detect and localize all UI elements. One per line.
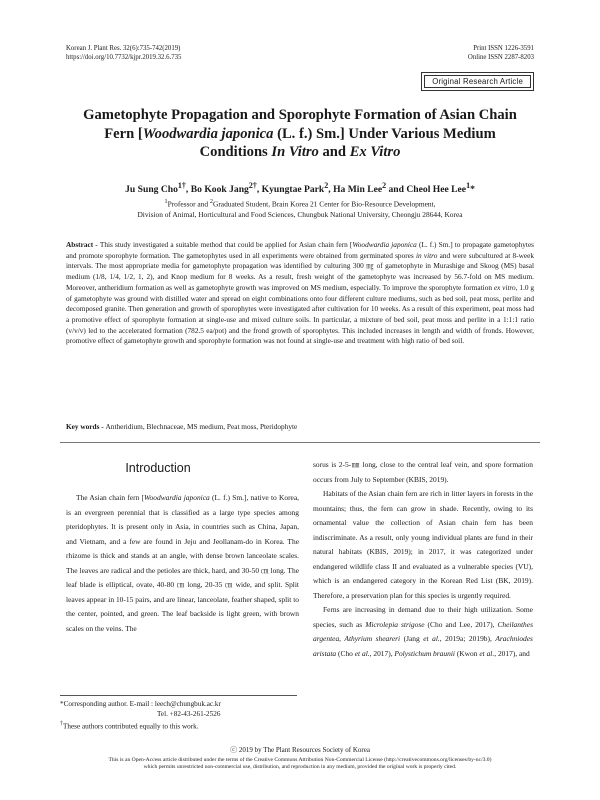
intro-column-right bbox=[313, 458, 533, 661]
keywords bbox=[66, 422, 534, 431]
doi-link[interactable]: https://doi.org/10.7732/kjpr.2019.32.6.735 bbox=[66, 54, 182, 61]
affiliation bbox=[60, 197, 540, 220]
title-line-3: Conditions In Vitro and Ex Vitro bbox=[199, 144, 401, 160]
journal-line: Korean J. Plant Res. 32(6):735-742(2019) bbox=[66, 45, 181, 52]
intro-column-left bbox=[66, 491, 299, 636]
article-type-label: Original Research Article bbox=[424, 75, 531, 88]
title-line-2: Fern [Woodwardia japonica (L. f.) Sm.] Under Various Medium bbox=[104, 125, 496, 142]
online-issn: Online ISSN 2287-8203 bbox=[467, 54, 534, 61]
introduction-heading: Introduction bbox=[125, 461, 191, 475]
journal-citation bbox=[66, 44, 181, 62]
issn-block bbox=[468, 44, 534, 62]
equal-contribution-note: †These authors contributed equally to this work. bbox=[60, 721, 199, 731]
abstract-label: Abstract - bbox=[66, 240, 100, 249]
affiliation-line-2: Division of Animal, Horticultural and Food Sciences, Chungbuk National University, Cheongju 28644, Korea bbox=[137, 210, 463, 220]
license-line-2: which permits unrestricted non-commercial use, distribution, and reproduction in any medium, provided the original work is properly cited. bbox=[143, 764, 457, 770]
keywords-text: Antheridium, Blechnaceae, MS medium, Peat moss, Pteridophyte bbox=[105, 422, 298, 431]
intro-paragraph-1: The Asian chain fern [Woodwardia japonica (L. f.) Sm.], native to Korea, is an evergreen perennial that is classified as a large type species among pteridophytes. It is present only in Asia, in countries such as China, Japan, and Vietnam, and a few are found in Jeju and Jeollanam-do in Korea. The rhizome is thick and stands at an angle, with dense brown lanceolate scales. The leaves are radical and the petioles are thick, hard, and 30-50 ㎝ long. The leaf blade is elliptical, ovate, 40-80 ㎝ long, 20-35 ㎝ wide, and split. Split leaves appear in 10-15 pairs, and are linear, lanceolate, feather shaped, split to the center, pointed, and green. The leaf backside is light green, with brown scales on the veins. The bbox=[66, 493, 300, 633]
paper-title bbox=[60, 106, 540, 162]
keywords-label: Key words - bbox=[66, 422, 106, 431]
intro-paragraph-3: Ferns are increasing in demand due to their high utilization. Some species, such as Microlepia strigose (Cho and Lee, 2017), Cheilanthes argentea, Athyrium sheareri (Jang et al., 2019a; 2019b), Arachniodes aristata (Cho et al., 2017), Polystichum braunii (Kwon et al., 2017), and bbox=[313, 605, 533, 658]
title-line-1: Gametophyte Propagation and Sporophyte Formation of Asian Chain bbox=[83, 107, 517, 123]
intro-paragraph-1-cont: sorus is 2-5-㎜ long, close to the central leaf vein, and spore formation occurs from July to September (KBIS, 2019). bbox=[313, 460, 533, 484]
abstract: Abstract - This study investigated a suitable method that could be applied for Asian chain fern [Woodwardia japonica (L. f.) Sm.] to propagate gametophytes and promote sporophyte formation. The gametophytes used in all experiments were obtained from germinated spores in vitro and were subcultured at 8-week intervals. The most appropriate media for gametophyte propagation was identified by culturing 300 ㎎ of gametophyte in Murashige and Skoog (MS) basal medium (1/8, 1/4, 1/2, 1, 2), and Knop medium for 8 weeks. As a result, fresh weight of the gametophyte was increased by 56.7-fold on MS medium. Moreover, antheridium formation as well as gametophyte growth was improved on MS medium, especially. To improve the sporophyte formation ex vitro, 1.0 g of gametophyte was ground with distilled water and spread on eight combinations onto four different culture mediums, such as bed soil, peat moss, perlite and decomposed granite. Then generation and growth of sporophytes were investigated after cultivation for 10 weeks. As a result of this experiment, peat moss had a promotive effect of sporophyte formation at single-use and mixed culture soils. In particular, a mixture of bed soil, peat moss and perlite in a 1:1:1 ratio (v/v/v) led to the accelerated formation (782.5 ea/pot) and the frond growth of sporophytes. This included increases in length and width of fronds. However, promotive effect of gametophyte growth and sporophyte formation was not found at single-use and treatment with high ratio of bed soil. bbox=[66, 240, 535, 346]
copyright: ⓒ 2019 by The Plant Resources Society of Korea bbox=[230, 746, 370, 754]
intro-paragraph-2: Habitats of the Asian chain fern are rich in litter layers in forests in the mountains; thus, the fern can grow in shade. Recently, owing to its ornamental value the collection of Asian chain fern has been indiscriminate. As a result, only young individual plants are fund in their natural habitats (KBIS, 2019); in 2017, it was categorized under endangered wildlife class II and evaluated as a vulnerable species (VU), which is an endangered category in the Korean Red List (BK, 2019). Therefore, a preservation plan for this species is urgently required. bbox=[313, 489, 533, 600]
article-type-badge bbox=[421, 72, 534, 91]
footnote-divider bbox=[60, 695, 297, 696]
footnote bbox=[60, 699, 300, 731]
license-notice bbox=[20, 757, 580, 771]
section-divider bbox=[60, 442, 540, 443]
corresponding-author: *Corresponding author. E-mail : leech@chungbuk.ac.kr bbox=[60, 700, 221, 708]
corresponding-tel: Tel. +82-43-261-2526 bbox=[157, 710, 221, 718]
print-issn: Print ISSN 1226-3591 bbox=[473, 45, 534, 52]
author-list: Ju Sung Cho$^{1\dagger}$, Bo Kook Jang$^{2\dagger}$, Kyungtae Park$^2$, Ha Min Lee$^2$ and Cheol Hee Lee$^1$* bbox=[125, 181, 475, 196]
license-line-1: This is an Open-Access article distributed under the terms of the Creative Commons Attribution Non-Commercial License (http://creativecommons.org/licenses/by-nc/3.0) bbox=[108, 757, 492, 763]
affiliation-line-1: $^1$Professor and $^2$Graduated Student, Brain Korea 21 Center for Bio-Resource Development, bbox=[164, 199, 436, 209]
